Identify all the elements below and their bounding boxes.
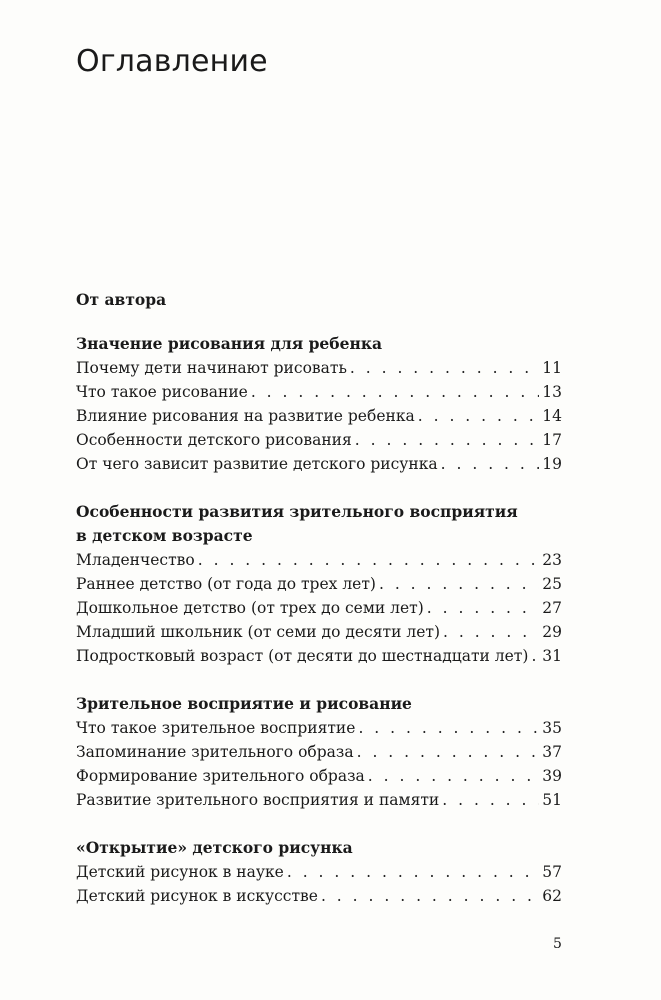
entry-page-number: 31 [542,647,562,665]
section-heading: Значение рисования для ребенка [76,334,383,353]
entry-label: Что такое рисование [76,383,248,401]
entry-label: Что такое зрительное восприятие [76,719,356,737]
dot-leader [427,596,539,620]
toc-entry[interactable] [76,428,562,452]
toc-entry[interactable] [76,572,562,596]
entry-label: От чего зависит развитие детского рисунка [76,455,438,473]
entry-list [76,548,562,668]
toc-section-discovery-children-drawing [76,836,562,908]
entry-page-number: 14 [542,407,562,425]
toc-section-drawing-meaning [76,332,562,476]
section-heading: «Открытие» детского рисунка [76,838,353,857]
dot-leader [441,452,540,476]
toc-section-visual-perception-drawing [76,692,562,812]
dot-leader [531,644,539,668]
page-number-folio: 5 [553,936,562,952]
section-heading-line2: в детском возрасте [76,526,253,545]
entry-page-number: 13 [542,383,562,401]
entry-page-number: 29 [542,623,562,641]
entry-page-number: 51 [542,791,562,809]
table-of-contents [76,288,562,908]
toc-entry[interactable] [76,596,562,620]
entry-label: Влияние рисования на развитие ребенка [76,407,415,425]
dot-leader [355,428,539,452]
dot-leader [350,356,539,380]
entry-label: Детский рисунок в искусстве [76,887,318,905]
entry-page-number: 62 [542,887,562,905]
entry-label: Раннее детство (от года до трех лет) [76,575,376,593]
entry-label: Особенности детского рисования [76,431,352,449]
entry-page-number: 17 [542,431,562,449]
dot-leader [368,764,539,788]
dot-leader [379,572,539,596]
entry-page-number: 57 [542,863,562,881]
dot-leader [198,548,540,572]
toc-entry[interactable] [76,716,562,740]
dot-leader [251,380,539,404]
entry-page-number: 39 [542,767,562,785]
entry-page-number: 11 [542,359,562,377]
toc-entry[interactable] [76,548,562,572]
dot-leader [443,620,539,644]
toc-entry[interactable] [76,644,562,668]
entry-page-number: 35 [542,719,562,737]
entry-label: Дошкольное детство (от трех до семи лет) [76,599,424,617]
entry-label: Развитие зрительного восприятия и памяти [76,791,440,809]
section-heading: Зрительное восприятие и рисование [76,694,412,713]
entry-label: Младенчество [76,551,195,569]
entry-page-number: 27 [542,599,562,617]
dot-leader [358,716,539,740]
toc-entry[interactable] [76,764,562,788]
dot-leader [287,860,539,884]
toc-section-from-author [76,288,562,312]
dot-leader [321,884,539,908]
entry-list [76,860,562,908]
section-heading-line1: Особенности развития зрительного восприятия [76,502,518,521]
section-heading: От автора [76,290,167,309]
dot-leader [442,788,539,812]
entry-list [76,356,562,476]
dot-leader [418,404,540,428]
toc-entry[interactable] [76,740,562,764]
entry-label: Младший школьник (от семи до десяти лет) [76,623,440,641]
toc-entry[interactable] [76,452,562,476]
entry-page-number: 37 [542,743,562,761]
entry-label: Почему дети начинают рисовать [76,359,347,377]
page-title: Оглавление [76,44,268,79]
entry-label: Детский рисунок в науке [76,863,284,881]
entry-label: Запоминание зрительного образа [76,743,354,761]
dot-leader [357,740,540,764]
toc-entry[interactable] [76,884,562,908]
entry-list [76,716,562,812]
toc-entry[interactable] [76,788,562,812]
entry-label: Формирование зрительного образа [76,767,365,785]
toc-entry[interactable] [76,620,562,644]
toc-entry[interactable] [76,356,562,380]
toc-entry[interactable] [76,404,562,428]
toc-section-visual-perception-development [76,500,562,668]
toc-entry[interactable] [76,380,562,404]
entry-page-number: 19 [542,455,562,473]
toc-entry[interactable] [76,860,562,884]
entry-page-number: 23 [542,551,562,569]
entry-label: Подростковый возраст (от десяти до шестнадцати лет) [76,647,529,665]
entry-page-number: 25 [542,575,562,593]
